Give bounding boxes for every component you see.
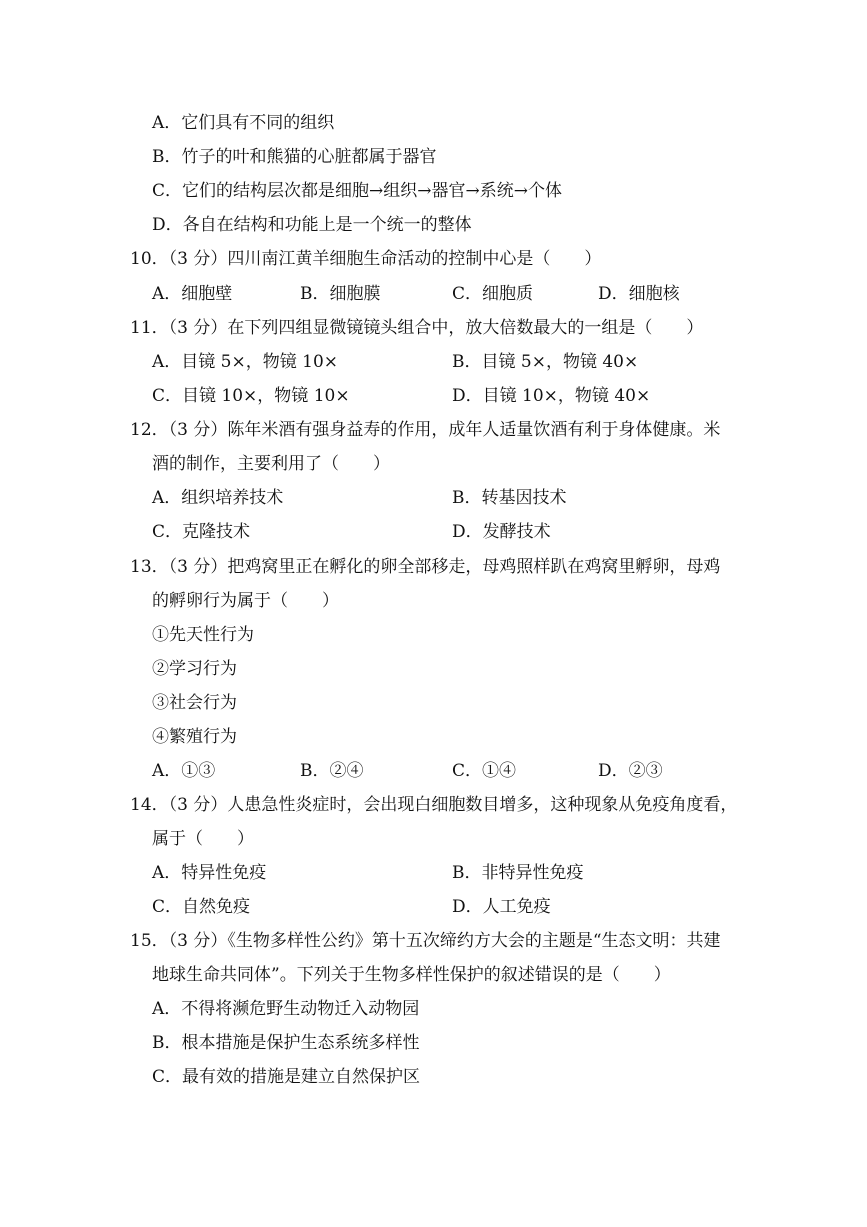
q10-option-d: D．细胞核 — [598, 284, 680, 304]
q12-stem-line2: 酒的制作，主要利用了（ ） — [152, 454, 390, 474]
q14-option-b: B．非特异性免疫 — [452, 863, 584, 883]
q15-stem-line1: 15．（3 分）《生物多样性公约》第十五次缔约方大会的主题是“生态文明：共建 — [130, 931, 721, 951]
q10-option-c: C．细胞质 — [452, 284, 534, 304]
q14-option-c: C．自然免疫 — [152, 897, 251, 917]
q13-option-b: B．②④ — [300, 761, 364, 781]
q10-option-a: A．细胞壁 — [152, 284, 233, 304]
q14-option-a: A．特异性免疫 — [152, 863, 267, 883]
q9-option-c: C．它们的结构层次都是细胞→组织→器官→系统→个体 — [152, 181, 562, 201]
q13-stem-line1: 13．（3 分）把鸡窝里正在孵化的卵全部移走，母鸡照样趴在鸡窝里孵卵，母鸡 — [130, 557, 721, 577]
q12-option-b: B．转基因技术 — [452, 488, 567, 508]
q13-item-4: ④繁殖行为 — [152, 727, 237, 747]
q15-option-b: B．根本措施是保护生态系统多样性 — [152, 1033, 420, 1053]
q10-option-b: B．细胞膜 — [300, 284, 381, 304]
q13-option-d: D．②③ — [598, 761, 663, 781]
q13-item-2: ②学习行为 — [152, 659, 237, 679]
q9-option-a: A．它们具有不同的组织 — [152, 113, 335, 133]
q15-option-a: A．不得将濒危野生动物迁入动物园 — [152, 999, 420, 1019]
q13-stem-line2: 的孵卵行为属于（ ） — [152, 591, 339, 611]
q12-option-c: C．克隆技术 — [152, 522, 251, 542]
q12-option-d: D．发酵技术 — [452, 522, 551, 542]
q15-option-c: C．最有效的措施是建立自然保护区 — [152, 1067, 421, 1087]
q12-option-a: A．组织培养技术 — [152, 488, 284, 508]
q12-stem-line1: 12．（3 分）陈年米酒有强身益寿的作用，成年人适量饮酒有利于身体健康。米 — [130, 420, 721, 440]
q14-stem-line2: 属于（ ） — [152, 829, 254, 849]
q13-option-c: C．①④ — [452, 761, 517, 781]
q11-option-a: A．目镜 5×，物镜 10× — [152, 352, 339, 372]
q13-item-1: ①先天性行为 — [152, 625, 254, 645]
q11-option-b: B．目镜 5×，物镜 40× — [452, 352, 639, 372]
q14-stem-line1: 14．（3 分）人患急性炎症时，会出现白细胞数目增多，这种现象从免疫角度看， — [130, 795, 738, 815]
q10-stem: 10．（3 分）四川南江黄羊细胞生命活动的控制中心是（ ） — [130, 249, 602, 269]
q11-stem: 11．（3 分）在下列四组显微镜镜头组合中，放大倍数最大的一组是（ ） — [130, 318, 704, 338]
q14-option-d: D．人工免疫 — [452, 897, 551, 917]
q9-option-d: D．各自在结构和功能上是一个统一的整体 — [152, 215, 472, 235]
q9-option-b: B．竹子的叶和熊猫的心脏都属于器官 — [152, 147, 437, 167]
q11-option-c: C．目镜 10×，物镜 10× — [152, 386, 350, 406]
q11-option-d: D．目镜 10×，物镜 40× — [452, 386, 651, 406]
q15-stem-line2: 地球生命共同体”。下列关于生物多样性保护的叙述错误的是（ ） — [152, 965, 671, 985]
q13-option-a: A．①③ — [152, 761, 216, 781]
q13-item-3: ③社会行为 — [152, 693, 237, 713]
